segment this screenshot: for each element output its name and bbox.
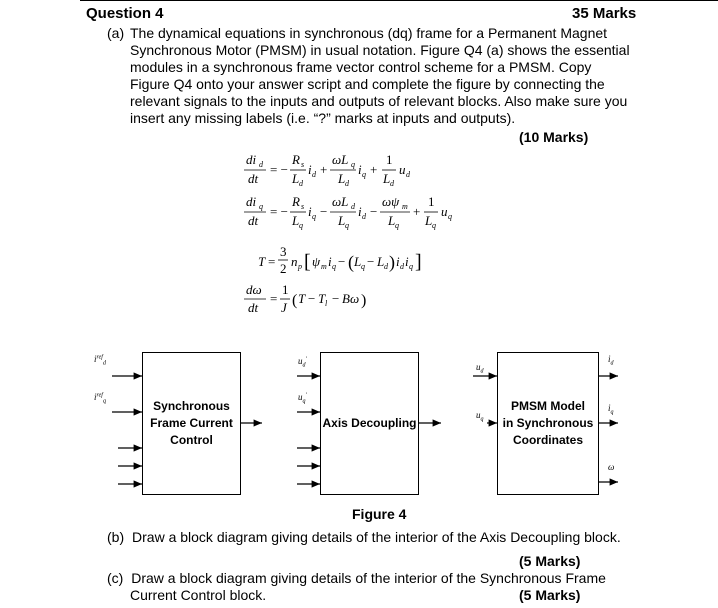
svg-text:q: q: [409, 262, 413, 271]
part-b-line: [107, 529, 621, 545]
svg-text:= −: = −: [270, 204, 288, 219]
svg-text:d: d: [384, 262, 388, 271]
svg-text:): ): [361, 292, 367, 309]
part-b-label: (b): [107, 529, 125, 545]
header-rule: [80, 0, 718, 1]
svg-text:(: (: [348, 252, 354, 272]
svg-text:n: n: [291, 254, 298, 269]
signal-omega-out: ω: [608, 462, 615, 472]
svg-text:1: 1: [428, 194, 435, 209]
svg-text:q: q: [332, 262, 336, 271]
question-title: Question 4: [86, 5, 164, 22]
svg-text:u: u: [441, 204, 448, 219]
svg-text:−: −: [338, 254, 346, 269]
svg-text:L: L: [388, 213, 396, 228]
svg-text:[: [: [304, 251, 311, 273]
part-c-line1: [107, 570, 606, 586]
svg-text:i: i: [308, 162, 312, 177]
question-marks: 35 Marks: [572, 5, 637, 22]
svg-text:L: L: [354, 254, 362, 269]
svg-text:dt: dt: [248, 171, 259, 186]
signal-uq: $u_q$: [476, 410, 484, 423]
equation-torque: [258, 244, 422, 276]
part-a-marks: (10 Marks): [519, 129, 589, 145]
svg-text:]: ]: [415, 251, 422, 273]
svg-text:L: L: [338, 171, 346, 186]
equation-did-dt: [244, 152, 411, 188]
svg-text:i: i: [396, 254, 400, 269]
block3-label-line2: in Synchronous: [502, 416, 594, 430]
block3-label-line3: Coordinates: [512, 433, 583, 447]
svg-text:i: i: [405, 254, 409, 269]
part-b-marks: (5 Marks): [519, 553, 581, 569]
part-a-label: (a): [107, 25, 125, 41]
block1-label-line1: Synchronous: [153, 399, 230, 413]
svg-text:ψ: ψ: [312, 254, 321, 269]
svg-text:d: d: [362, 212, 366, 221]
svg-text:+: +: [413, 204, 421, 219]
svg-text:−: −: [320, 204, 328, 219]
svg-text:1: 1: [282, 282, 289, 297]
block1-label-line2: Frame Current: [150, 416, 233, 430]
svg-text:d: d: [345, 179, 349, 188]
svg-text:R: R: [292, 152, 300, 167]
svg-text:3: 3: [280, 244, 287, 259]
svg-text:u: u: [399, 162, 406, 177]
svg-text:q: q: [395, 221, 399, 230]
block3-label: [497, 398, 599, 449]
block3-label-line1: PMSM Model: [511, 399, 585, 413]
figure-q4-diagram: [0, 340, 718, 510]
svg-text:=: =: [270, 291, 278, 306]
signal-iq-ref: $i^{ref}_q$: [94, 392, 106, 405]
block1-label: [142, 398, 241, 449]
svg-text:L: L: [377, 254, 385, 269]
svg-text:L: L: [292, 171, 300, 186]
svg-text:=: =: [268, 254, 276, 269]
svg-text:d: d: [259, 160, 263, 169]
svg-text:di: di: [246, 152, 257, 167]
svg-text:di: di: [246, 194, 257, 209]
svg-text:q: q: [351, 160, 355, 169]
svg-text:Bω: Bω: [342, 291, 360, 306]
svg-text:i: i: [358, 204, 362, 219]
part-c-marks: (5 Marks): [519, 587, 581, 603]
svg-text:L: L: [425, 213, 433, 228]
svg-text:m: m: [321, 262, 327, 271]
svg-text:R: R: [292, 194, 300, 209]
signal-id-ref: $i^{ref}_d$: [94, 354, 106, 367]
block1-inputs: [112, 376, 142, 484]
equation-diq-dt: [244, 194, 452, 230]
svg-text:L: L: [338, 213, 346, 228]
svg-text:m: m: [402, 202, 408, 211]
svg-text:L: L: [292, 213, 300, 228]
svg-text:s: s: [301, 202, 305, 211]
part-c-label: (c): [107, 570, 124, 586]
svg-text:d: d: [400, 262, 404, 271]
svg-text:q: q: [432, 221, 436, 230]
svg-text:ωψ: ωψ: [382, 194, 400, 209]
pmsm-equations: [240, 150, 480, 330]
svg-text:−: −: [308, 291, 316, 306]
figure-caption: Figure 4: [352, 506, 407, 522]
svg-text:= −: = −: [270, 162, 288, 177]
svg-text:(: (: [292, 292, 298, 309]
svg-text:1: 1: [386, 152, 393, 167]
signal-ud: $u_d$: [476, 362, 484, 375]
svg-text:q: q: [362, 170, 366, 179]
part-c-text-line1: Draw a block diagram giving details of the interior of the Synchronous Frame: [131, 570, 606, 586]
svg-text:dt: dt: [248, 300, 259, 315]
svg-text:d: d: [299, 179, 303, 188]
svg-text:i: i: [308, 204, 312, 219]
signal-iq-out: $i_q$: [608, 403, 614, 416]
equation-speed: [244, 282, 366, 315]
part-c-text-line2: Current Control block.: [130, 587, 267, 603]
svg-text:p: p: [298, 262, 302, 271]
signal-id-out: $i_d$: [608, 354, 614, 367]
svg-text:): ): [389, 252, 395, 272]
svg-text:q: q: [312, 212, 316, 221]
signal-uq-prime: $u_q'$: [298, 392, 307, 405]
svg-text:q: q: [345, 221, 349, 230]
svg-text:q: q: [299, 221, 303, 230]
svg-text:L: L: [383, 171, 391, 186]
svg-text:T: T: [318, 291, 326, 306]
svg-text:−: −: [367, 254, 375, 269]
svg-text:ωL: ωL: [332, 194, 349, 209]
svg-text:dt: dt: [248, 213, 259, 228]
svg-text:l: l: [325, 299, 328, 308]
svg-text:+: +: [320, 162, 328, 177]
svg-text:d: d: [312, 170, 316, 179]
svg-text:−: −: [370, 204, 378, 219]
svg-text:ωL: ωL: [332, 152, 349, 167]
block1-label-line3: Control: [170, 433, 213, 447]
svg-text:q: q: [259, 202, 263, 211]
svg-text:i: i: [358, 162, 362, 177]
part-a-text: The dynamical equations in synchronous (dq) frame for a Permanent Magnet Synchronous Motor (PMSM) in usual notation. Figure Q4 (a) shows the essential modules in a synchronous frame vector control scheme for a PMSM. Copy Figure Q4 onto your answer script and complete the figure by connecting the relevant signals to the inputs and outputs of relevant blocks. Also make sure you insert any missing labels (i.e. “?” marks at inputs and outputs).: [130, 25, 630, 126]
part-b-text: Draw a block diagram giving details of the interior of the Axis Decoupling block.: [132, 529, 621, 545]
block2-label: Axis Decoupling: [322, 416, 417, 430]
svg-text:−: −: [332, 291, 340, 306]
svg-text:q: q: [448, 212, 452, 221]
svg-text:dω: dω: [246, 282, 262, 297]
svg-text:s: s: [301, 160, 305, 169]
svg-text:q: q: [361, 262, 365, 271]
svg-text:T: T: [298, 291, 306, 306]
svg-text:i: i: [328, 254, 332, 269]
svg-text:d: d: [390, 179, 394, 188]
svg-text:T: T: [258, 254, 266, 269]
svg-text:d: d: [351, 202, 355, 211]
svg-text:2: 2: [280, 261, 287, 276]
signal-ud-prime: $u_d'$: [298, 356, 307, 369]
svg-text:J: J: [281, 300, 287, 315]
svg-text:+: +: [370, 162, 378, 177]
svg-text:d: d: [406, 170, 410, 179]
